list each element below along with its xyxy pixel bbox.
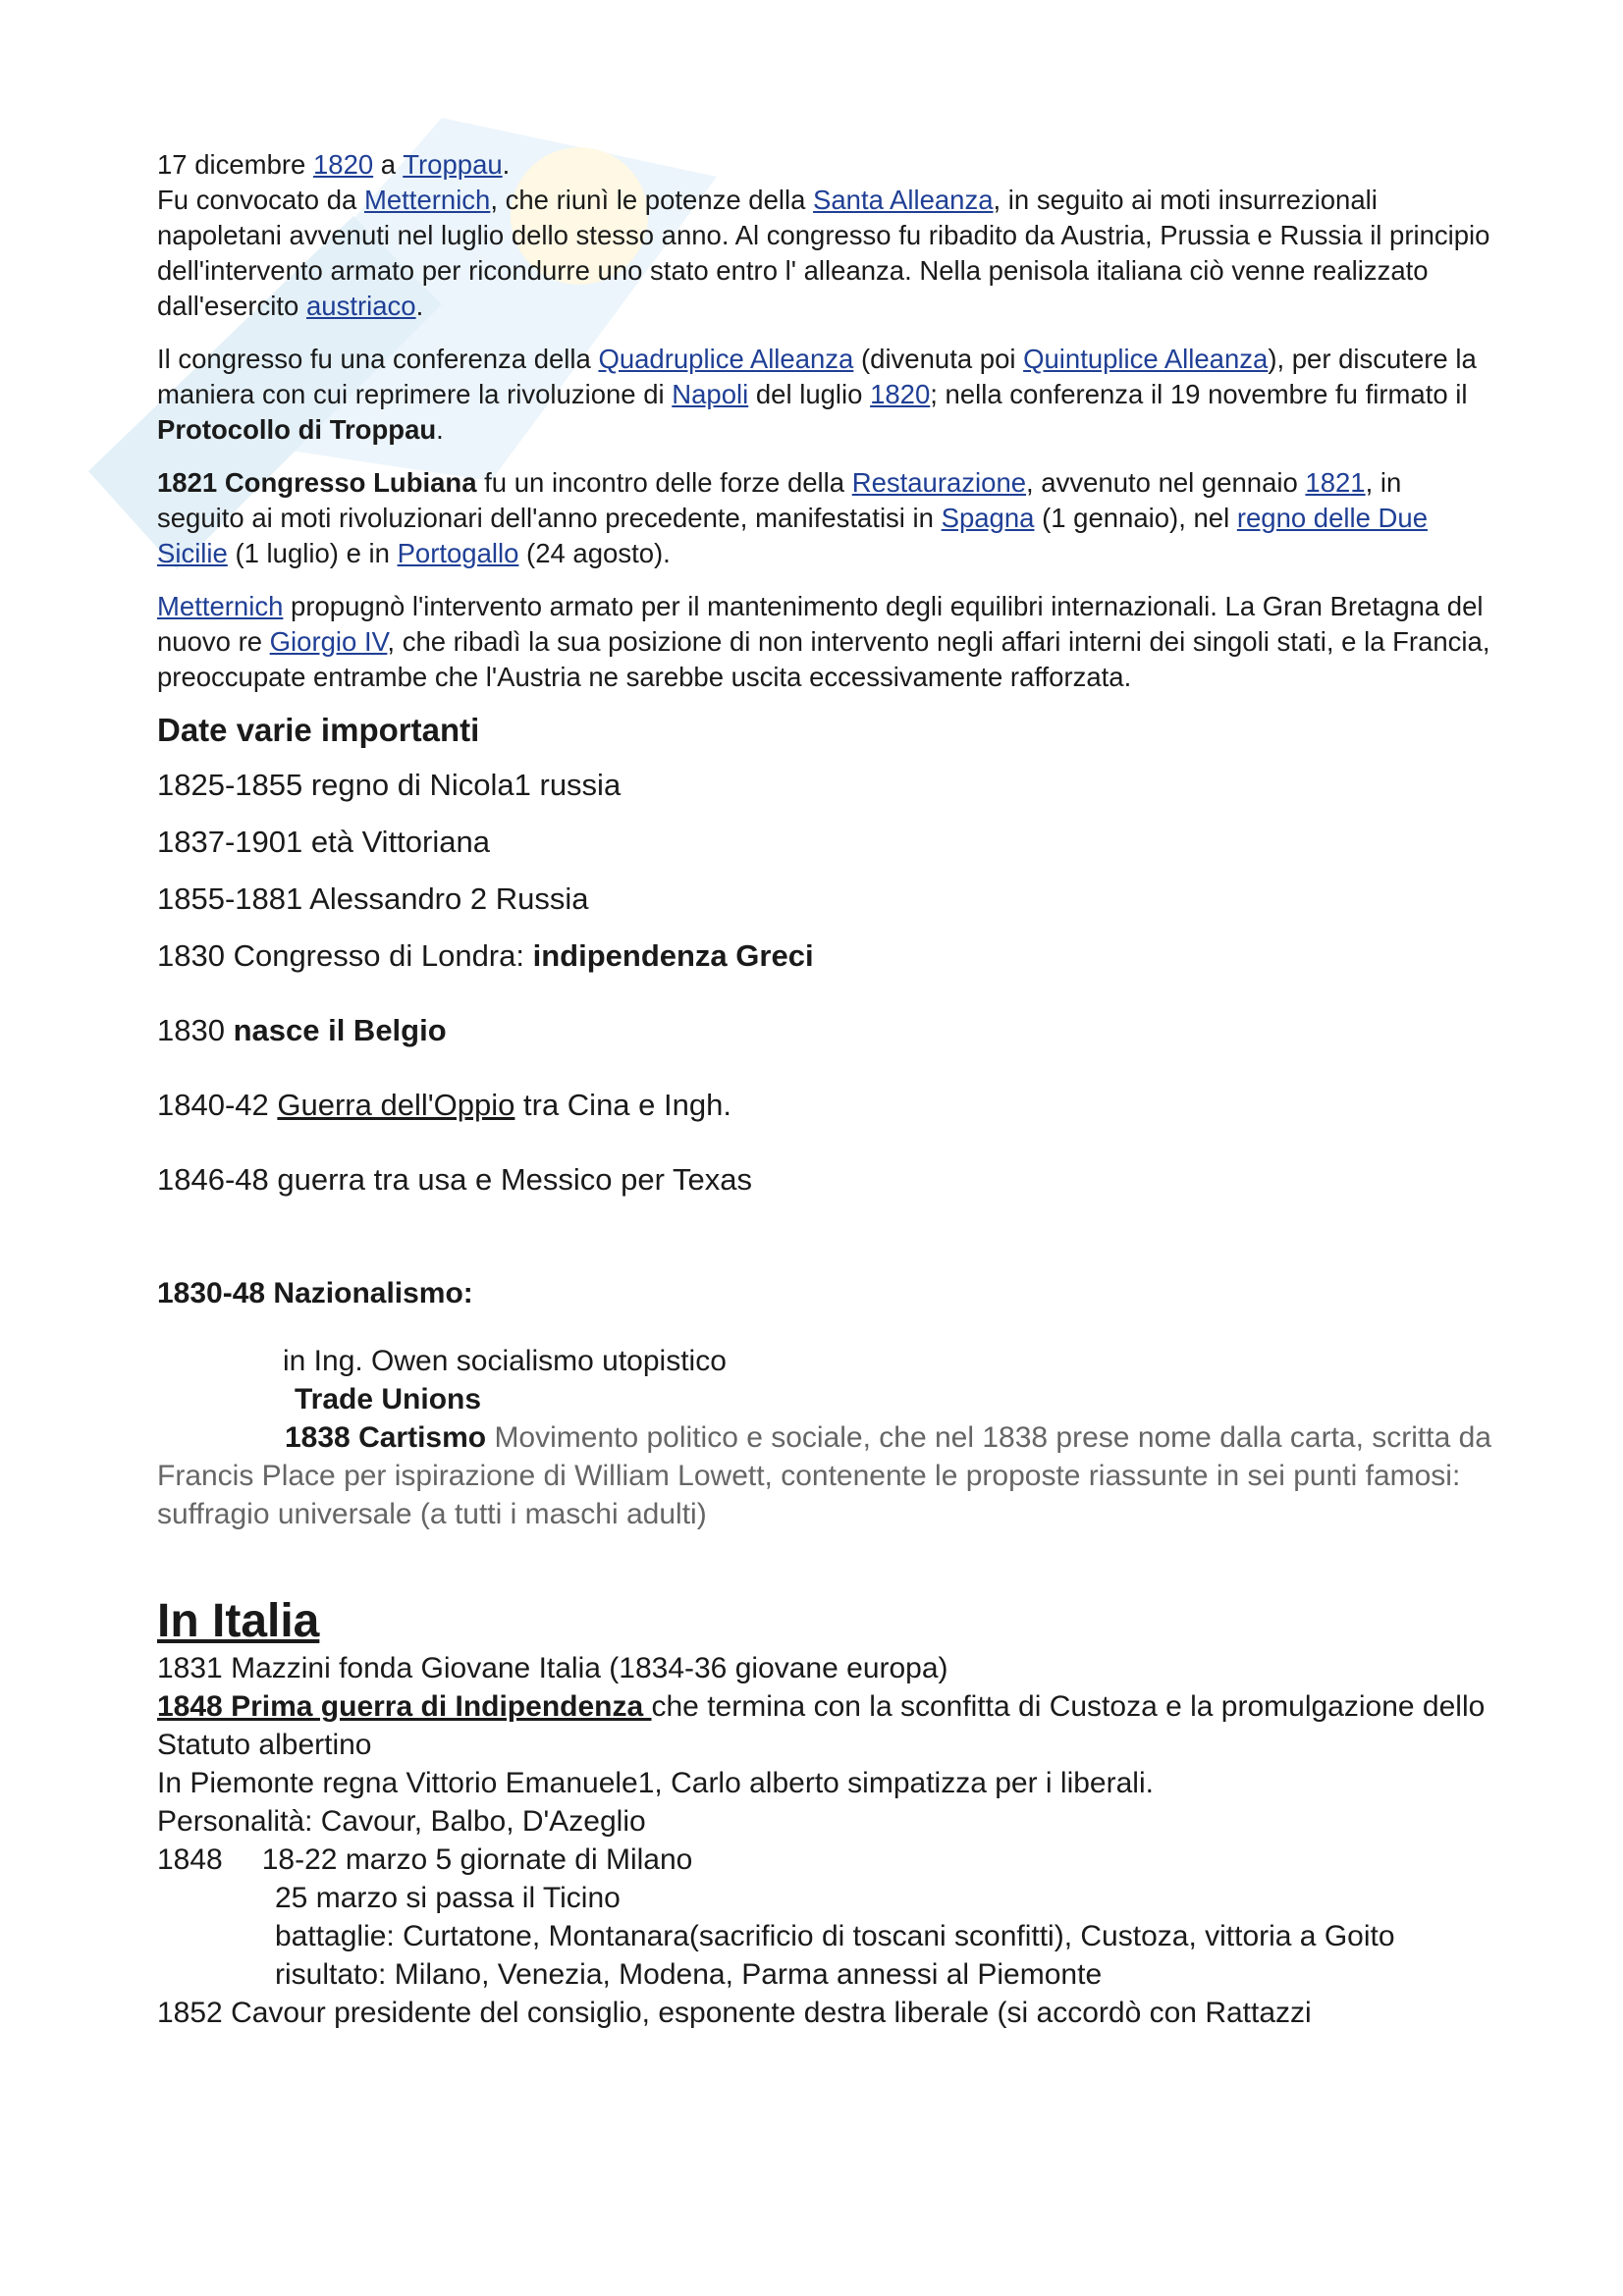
text-span: (divenuta poi <box>853 344 1024 374</box>
date-item <box>157 1011 1492 1050</box>
congress-paragraph <box>157 342 1492 448</box>
text-span: ), per discutere la maniera con cui reprimere la rivoluzione di <box>157 344 1477 409</box>
text-span: , in seguito ai moti rivoluzionari dell'anno precedente, manifestatisi in <box>157 467 1402 533</box>
text-span: (1 gennaio), nel <box>1034 503 1237 533</box>
italia-line: 25 marzo si passa il Ticino <box>275 1882 621 1914</box>
troppau-paragraph <box>157 147 1492 324</box>
bold-lubiana: 1821 Congresso Lubiana <box>157 467 477 498</box>
italia-line: 1831 Mazzini fonda Giovane Italia (1834-36 giovane europa) <box>157 1652 948 1684</box>
bold-text: 1838 Cartismo <box>285 1421 487 1454</box>
text-span: fu un incontro delle forze della <box>476 467 852 498</box>
link-santa-alleanza[interactable]: Santa Alleanza <box>813 185 994 215</box>
text-span: propugnò l'intervento armato per il mantenimento degli equilibri internazionali. La Gran Bretagna del nuovo re <box>157 591 1484 657</box>
bold-text: nasce il Belgio <box>233 1013 447 1047</box>
link-spagna[interactable]: Spagna <box>941 503 1035 533</box>
nationalism-heading: 1830-48 Nazionalismo: <box>157 1277 473 1309</box>
nationalism-item: in Ing. Owen socialismo utopistico <box>283 1345 727 1377</box>
link-metternich[interactable]: Metternich <box>363 185 491 215</box>
date-item <box>157 1086 1492 1125</box>
date-item: 1855-1881 Alessandro 2 Russia <box>157 881 589 916</box>
date-item: 1837-1901 età Vittoriana <box>157 825 490 859</box>
link-1821[interactable]: 1821 <box>1305 467 1366 498</box>
text-span: , che ribadì la sua posizione di non intervento negli affari interni dei singoli stati, e la Francia, preoccupate entrambe che l'Austria ne sarebbe uscita eccessivamente rafforzata. <box>157 626 1490 692</box>
metternich-paragraph <box>157 589 1492 695</box>
bold-underlined-text: 1848 Prima guerra di Indipendenza <box>157 1690 652 1723</box>
link-1820[interactable]: 1820 <box>312 149 374 180</box>
italia-line: risultato: Milano, Venezia, Modena, Parma annessi al Piemonte <box>275 1958 1103 1991</box>
lubiana-paragraph <box>157 465 1492 571</box>
italia-line: Personalità: Cavour, Balbo, D'Azeglio <box>157 1805 646 1838</box>
link-due-sicilie[interactable]: regno delle Due Sicilie <box>157 503 1428 568</box>
text-span: , avvenuto nel gennaio <box>1026 467 1306 498</box>
link-quadruplice-alleanza[interactable]: Quadruplice Alleanza <box>598 344 854 374</box>
date-item: 1846-48 guerra tra usa e Messico per Texas <box>157 1162 752 1197</box>
italia-line <box>157 1917 1492 1955</box>
nationalism-item: Trade Unions <box>295 1383 482 1415</box>
text-span: ; nella conferenza il 19 novembre fu firmato il <box>930 379 1468 409</box>
section-heading-italia: In Italia <box>157 1595 320 1647</box>
italia-line <box>157 1687 1492 1764</box>
date-item <box>157 936 1492 976</box>
text-span: Movimento politico e sociale, che nel 1838 prese nome dalla carta, scritta da Francis Place per ispirazione di William Lowett, contenente le proposte riassunte in sei punti famosi: suffragio universale (a tutti i maschi adulti) <box>157 1421 1491 1530</box>
text-span: a <box>373 149 404 180</box>
section-heading-dates: Date varie importanti <box>157 712 480 748</box>
link-giorgio-iv[interactable]: Giorgio IV <box>269 626 388 657</box>
link-metternich-b[interactable]: Metternich <box>157 591 284 621</box>
link-austriaco[interactable]: austriaco <box>306 291 416 321</box>
text-span: tra Cina e Ingh. <box>514 1088 731 1122</box>
text-span: 1830 Congresso di Londra: <box>157 938 533 973</box>
text-span: che termina con la sconfitta di Custoza e la promulgazione dello Statuto albertino <box>157 1690 1486 1761</box>
text-span: battaglie: Curtatone, Montanara(sacrificio di toscani sconfitti), Custoza, vittoria a Goito <box>275 1920 1395 1952</box>
text-span: . <box>415 291 424 321</box>
text-span: 1848 <box>157 1843 223 1876</box>
date-item: 1825-1855 regno di Nicola1 russia <box>157 768 622 802</box>
link-quintuplice-alleanza[interactable]: Quintuplice Alleanza <box>1023 344 1269 374</box>
text-span: Il congresso fu una conferenza della <box>157 344 599 374</box>
text-span: 1840-42 <box>157 1088 278 1122</box>
link-restaurazione[interactable]: Restaurazione <box>851 467 1027 498</box>
text-span: 17 dicembre <box>157 149 313 180</box>
link-troppau[interactable]: Troppau <box>403 149 503 180</box>
text-span: (24 agosto). <box>518 538 671 568</box>
italia-line: In Piemonte regna Vittorio Emanuele1, Carlo alberto simpatizza per i liberali. <box>157 1767 1154 1799</box>
link-napoli[interactable]: Napoli <box>672 379 749 409</box>
text-span: del luglio <box>748 379 871 409</box>
text-span: (1 luglio) e in <box>227 538 398 568</box>
text-span: 1830 <box>157 1013 234 1047</box>
text-span: , che riunì le potenze della <box>490 185 814 215</box>
document-content <box>157 147 1492 2032</box>
nationalism-item-cartismo <box>157 1418 1492 1533</box>
underlined-text: Guerra dell'Oppio <box>277 1088 515 1122</box>
text-span: 18-22 marzo 5 giornate di Milano <box>261 1843 693 1876</box>
text-span: Fu convocato da <box>157 185 364 215</box>
italia-line: 1852 Cavour presidente del consiglio, esponente destra liberale (si accordò con Rattazzi <box>157 1997 1312 2029</box>
link-1820-b[interactable]: 1820 <box>870 379 931 409</box>
bold-protocollo: Protocollo di Troppau <box>157 414 437 445</box>
text-span: . <box>436 414 444 445</box>
bold-text: indipendenza Greci <box>532 938 814 973</box>
text-span: , in seguito ai moti insurrezionali napoletani avvenuti nel luglio dello stesso anno. Al congresso fu ribadito da Austria, Prussia e Russia il principio dell'intervento armato per ricondurre uno stato entro l' alleanza. Nella penisola italiana ciò venne realizzato dall'esercito <box>157 185 1490 321</box>
italia-line <box>157 1841 1492 1879</box>
text-span: . <box>502 149 511 180</box>
link-portogallo[interactable]: Portogallo <box>397 538 519 568</box>
